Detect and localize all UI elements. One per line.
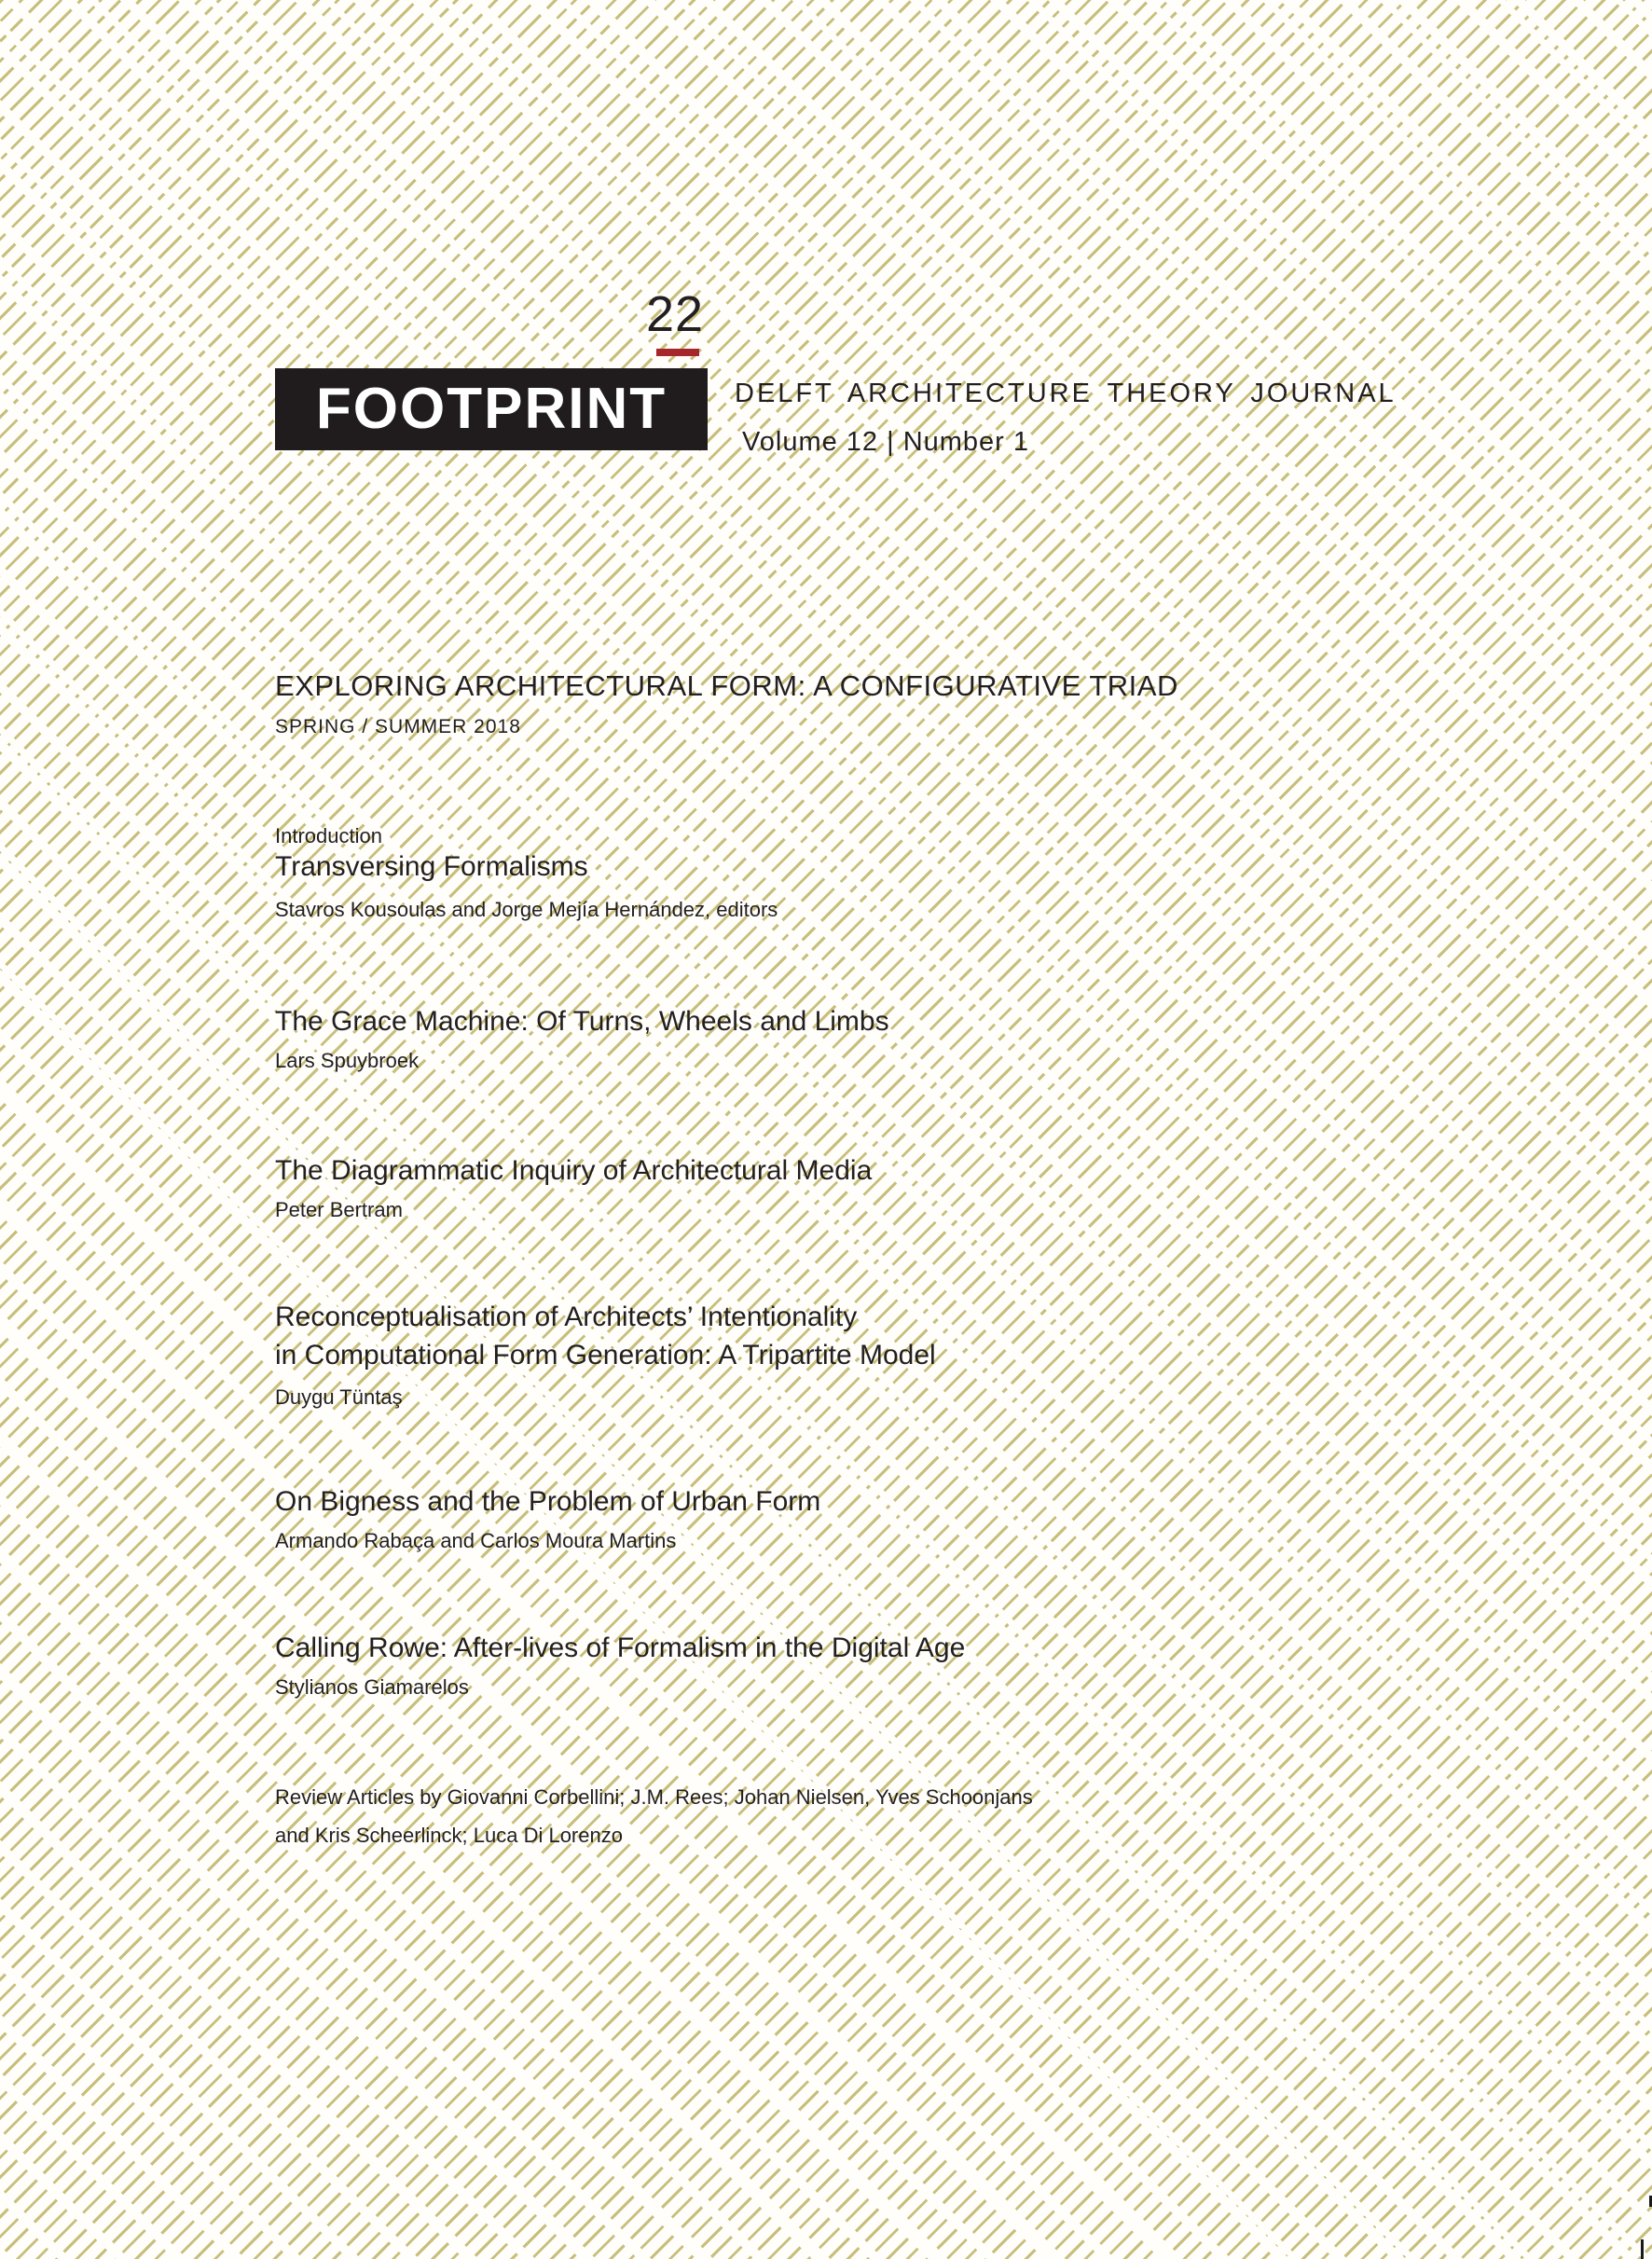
toc-diagrammatic-authors: Peter Bertram bbox=[275, 1198, 403, 1221]
journal-logo: FOOTPRINT bbox=[315, 377, 668, 441]
issue-season: SPRING / SUMMER 2018 bbox=[275, 716, 521, 737]
review-articles-line1: Review Articles by Giovanni Corbellini; J.M. Rees; Johan Nielsen, Yves Schoonjans bbox=[275, 1785, 1033, 1809]
issue-number-underline bbox=[656, 349, 699, 356]
toc-rowe-title: Calling Rowe: After-lives of Formalism in the Digital Age bbox=[275, 1632, 966, 1663]
toc-intro-authors: Stavros Kousoulas and Jorge Mejía Hernández, editors bbox=[275, 898, 778, 921]
toc-grace-authors: Lars Spuybroek bbox=[275, 1049, 420, 1072]
crop-mark-bottom-right bbox=[1641, 2239, 1644, 2259]
volume-number-line: Volume 12 | Number 1 bbox=[742, 427, 1030, 457]
issue-title: EXPLORING ARCHITECTURAL FORM: A CONFIGURATIVE TRIAD bbox=[275, 669, 1178, 702]
journal-name: DELFT ARCHITECTURE THEORY JOURNAL bbox=[735, 379, 1397, 408]
toc-intro-title: Transversing Formalisms bbox=[275, 851, 588, 882]
toc-reconceptualisation-title-line1: Reconceptualisation of Architects’ Intentionality bbox=[275, 1302, 858, 1332]
toc-rowe-authors: Stylianos Giamarelos bbox=[275, 1675, 469, 1699]
issue-number: 22 bbox=[645, 286, 705, 342]
logo-box bbox=[275, 368, 708, 450]
toc-intro-kicker: Introduction bbox=[275, 824, 382, 847]
toc-bigness-title: On Bigness and the Problem of Urban Form bbox=[275, 1486, 821, 1517]
toc-diagrammatic-title: The Diagrammatic Inquiry of Architectural Media bbox=[275, 1155, 873, 1186]
toc-reconceptualisation-title-line2: in Computational Form Generation: A Tripartite Model bbox=[275, 1340, 936, 1371]
review-articles-line2: and Kris Scheerlinck; Luca Di Lorenzo bbox=[275, 1824, 623, 1847]
toc-reconceptualisation-authors: Duygu Tüntaş bbox=[275, 1385, 403, 1409]
toc-bigness-authors: Armando Rabaça and Carlos Moura Martins bbox=[275, 1529, 677, 1552]
toc-grace-title: The Grace Machine: Of Turns, Wheels and Limbs bbox=[275, 1006, 889, 1037]
